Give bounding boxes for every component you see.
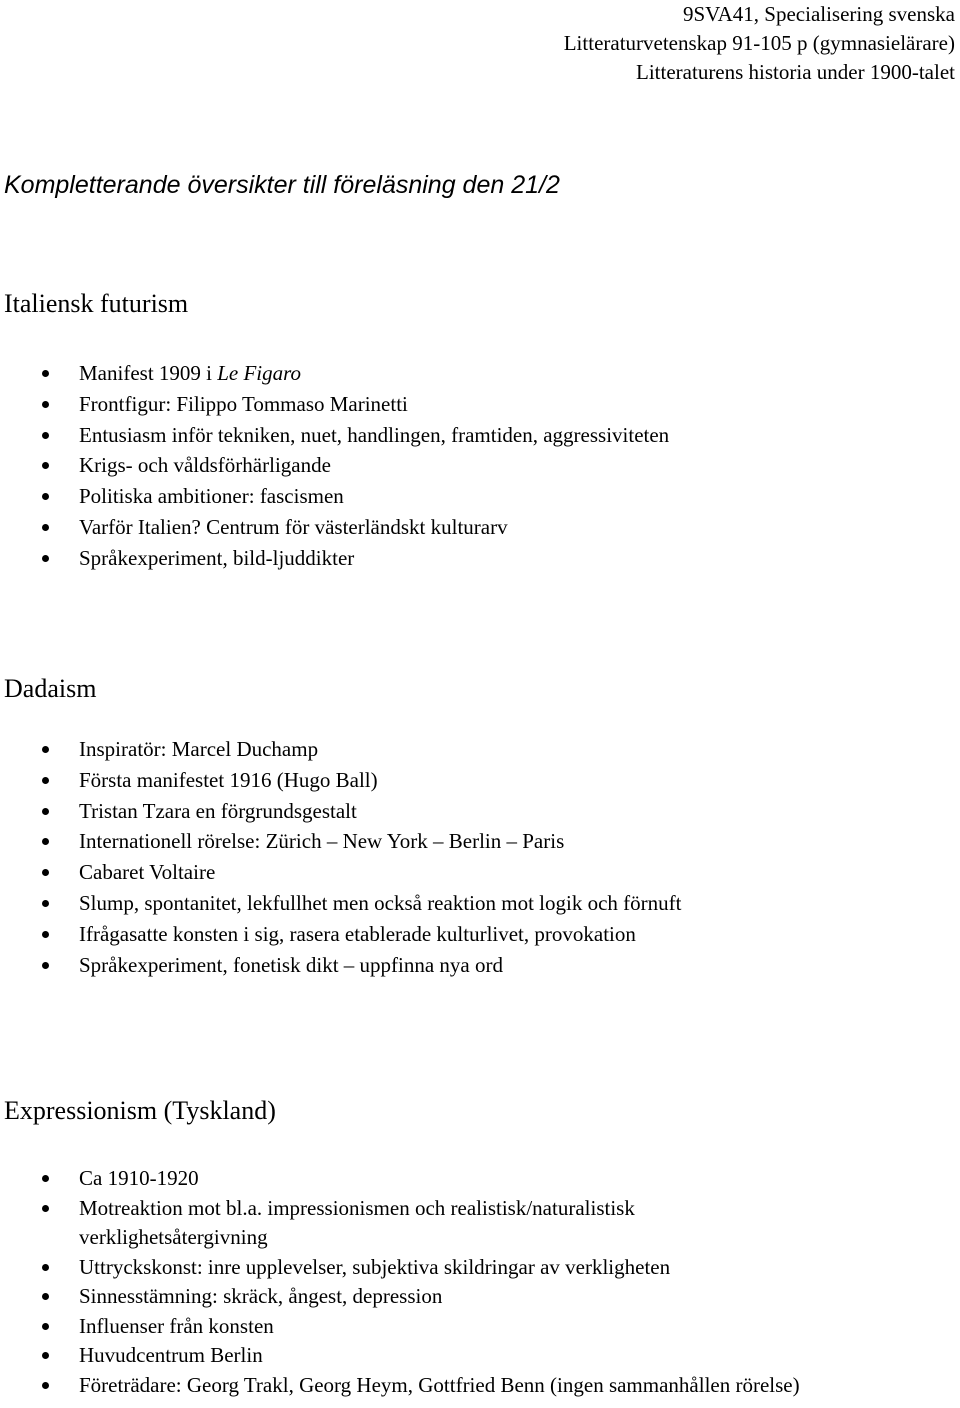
list-item — [0, 919, 691, 950]
list-item-text: Varför Italien? Centrum för västerländskt kulturarv — [79, 514, 508, 539]
bullet-icon — [42, 432, 49, 439]
bullet-icon — [42, 777, 49, 784]
list-item-text: Huvudcentrum Berlin — [79, 1343, 263, 1367]
list-item-text: Influenser från konsten — [79, 1313, 274, 1338]
list-item-text: Språkexperiment, bild-ljuddikter — [79, 545, 355, 570]
bullet-icon — [42, 931, 49, 938]
bullet-icon — [42, 524, 49, 531]
list-item — [0, 826, 691, 857]
course-subject-line: Litteraturvetenskap 91-105 p (gymnasielärare) — [563, 31, 955, 55]
list-item-text: Inspiratör: Marcel Duchamp — [79, 737, 319, 761]
bullet-icon — [42, 838, 49, 845]
dadaism-list — [0, 734, 691, 980]
list-item-text: Entusiasm inför tekniken, nuet, handlingen, framtiden, aggressiviteten — [79, 422, 670, 447]
bullet-icon — [42, 1264, 49, 1271]
list-item-text: Slump, spontanitet, lekfullhet men också reaktion mot logik och förnuft — [79, 890, 682, 915]
list-item — [0, 796, 691, 827]
list-item — [0, 1312, 810, 1342]
bullet-icon — [42, 1293, 49, 1300]
bullet-icon — [42, 900, 49, 907]
list-item — [0, 734, 691, 765]
list-item — [0, 857, 691, 888]
document-header — [564, 0, 955, 87]
bullet-icon — [42, 1323, 49, 1330]
list-item — [0, 543, 679, 574]
bullet-icon — [42, 962, 49, 969]
list-item — [0, 358, 679, 389]
list-item-text: Politiska ambitioner: fascismen — [79, 484, 344, 509]
bullet-icon — [42, 1205, 49, 1212]
list-item-text: Sinnesstämning: skräck, ångest, depression — [79, 1284, 443, 1308]
bullet-icon — [42, 746, 49, 753]
bullet-icon — [42, 401, 49, 408]
list-item — [0, 1253, 810, 1283]
list-item-text: Tristan Tzara en förgrundsgestalt — [79, 798, 357, 823]
bullet-icon — [42, 462, 49, 469]
futurism-list — [0, 358, 679, 574]
list-item — [0, 481, 679, 512]
list-item-text: Företrädare: Georg Trakl, Georg Heym, Gottfried Benn (ingen sammanhållen rörelse) — [79, 1372, 800, 1397]
list-item-text: Uttryckskonst: inre upplevelser, subjektiva skildringar av verkligheten — [79, 1254, 671, 1279]
list-item — [0, 1282, 810, 1312]
bullet-icon — [42, 869, 49, 876]
list-item-text: Frontfigur: Filippo Tommaso Marinetti — [79, 391, 408, 416]
list-item-text: Krigs- och våldsförhärligande — [79, 453, 331, 478]
list-item-italic-text: Le Figaro — [217, 361, 302, 385]
course-topic-line: Litteraturens historia under 1900-talet — [636, 60, 955, 84]
list-item-text: Ca 1910-1920 — [79, 1166, 199, 1190]
course-code-line: 9SVA41, Specialisering svenska — [682, 2, 955, 26]
bullet-icon — [42, 493, 49, 500]
list-item-text: Manifest 1909 i — [79, 361, 218, 385]
list-item — [0, 512, 679, 543]
section-heading-expressionism: Expressionism (Tyskland) — [4, 1096, 276, 1125]
list-item-text: Cabaret Voltaire — [79, 860, 216, 885]
document-title: Kompletterande översikter till föreläsning den 21/2 — [4, 171, 560, 199]
bullet-icon — [42, 1382, 49, 1389]
list-item-text: Ifrågasatte konsten i sig, rasera etablerade kulturlivet, provokation — [79, 921, 636, 946]
list-item — [0, 1341, 810, 1371]
list-item-text: Internationell rörelse: Zürich – New York – Berlin – Paris — [79, 829, 565, 854]
list-item — [0, 1194, 789, 1253]
list-item — [0, 420, 679, 451]
bullet-icon — [42, 808, 49, 815]
section-heading-dadaism: Dadaism — [4, 674, 97, 703]
list-item-text: Motreaktion mot bl.a. impressionismen och realistisk/naturalistisk verklighetsåtergivning — [79, 1195, 635, 1249]
list-item — [0, 1164, 810, 1194]
list-item — [0, 389, 679, 420]
section-heading-futurism: Italiensk futurism — [4, 289, 189, 318]
list-item-text: Första manifestet 1916 (Hugo Ball) — [79, 767, 378, 792]
bullet-icon — [42, 555, 49, 562]
list-item — [0, 450, 679, 481]
list-item — [0, 888, 691, 919]
bullet-icon — [42, 370, 49, 377]
list-item — [0, 765, 691, 796]
list-item — [0, 1371, 810, 1401]
bullet-icon — [42, 1175, 49, 1182]
list-item — [0, 950, 691, 981]
list-item-text: Språkexperiment, fonetisk dikt – uppfinna nya ord — [79, 952, 503, 977]
bullet-icon — [42, 1352, 49, 1359]
expressionism-list — [0, 1164, 810, 1400]
